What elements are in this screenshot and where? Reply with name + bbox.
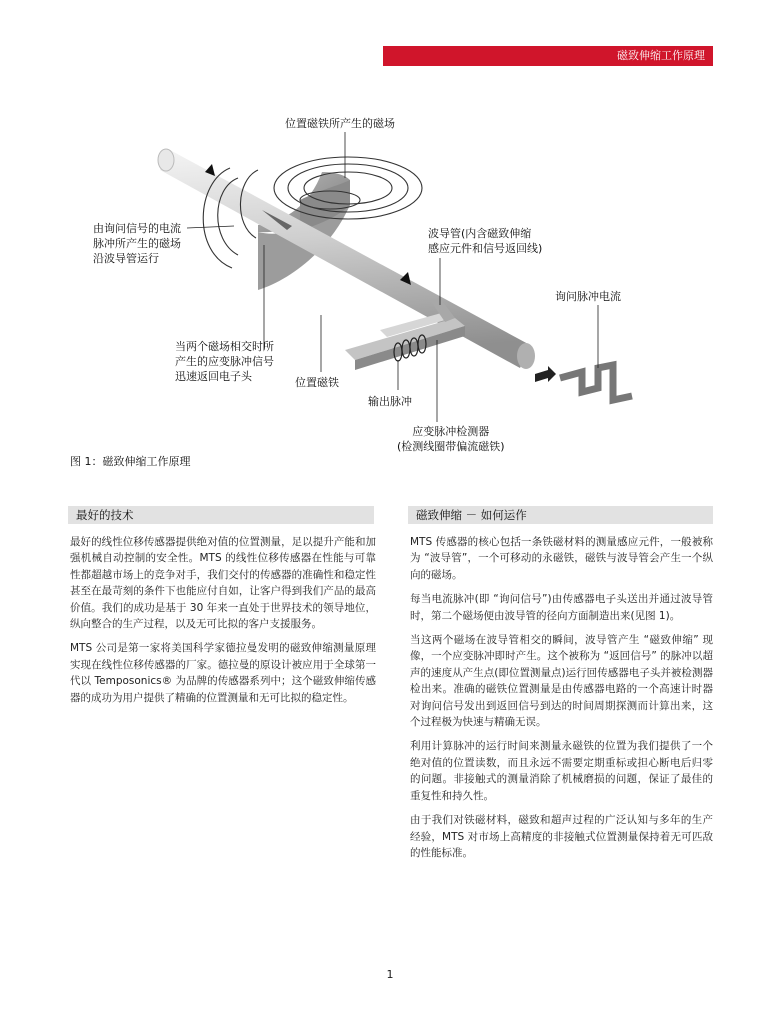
label-interrogation-pulse: 询问脉冲电流 bbox=[555, 290, 621, 303]
strain-detector bbox=[345, 298, 465, 370]
left-column-text bbox=[70, 534, 376, 706]
left-paragraph-1: 最好的线性位移传感器提供绝对值的位置测量，足以提升产能和加强机械自动控制的安全性。MTS 的线性位移传感器在性能与可靠性都超越市场上的竞争对手，我们交付的传感器的准确性和稳定性甚至在最苛刻的条件下也能应付自如，让客户得到我们产品的最高价值。我们的成功是基于 30 年来一直处于世界技术的领导地位，纵向整合的生产过程，以及无可比拟的客户支援服务。 bbox=[70, 536, 376, 631]
pulse-waveform bbox=[535, 365, 632, 400]
label-detector: 应变脉冲检测器 (检测线圈带偏流磁铁) bbox=[397, 425, 505, 453]
label-output-pulse: 输出脉冲 bbox=[368, 395, 412, 408]
label-position-magnet: 位置磁铁 bbox=[295, 376, 339, 389]
page-number: 1 bbox=[386, 968, 394, 981]
left-paragraph-2: MTS 公司是第一家将美国科学家德拉曼发明的磁致伸缩测量原理实现在线性位移传感器的厂家。德拉曼的原设计被应用于全球第一代以 Temposonics® 为品牌的传感器系列中；这个磁致伸缩传感器的成功为用户提供了精确的位置测量和无可比拟的稳定性。 bbox=[70, 642, 376, 704]
label-interrogation-field: 由询问信号的电流 脉冲所产生的磁场 沿波导管运行 bbox=[93, 222, 181, 265]
label-magnet-field: 位置磁铁所产生的磁场 bbox=[285, 117, 395, 130]
figure-caption: 图 1：磁致伸缩工作原理 bbox=[70, 455, 191, 468]
right-paragraph-4: 利用计算脉冲的运行时间来测量永磁铁的位置为我们提供了一个绝对值的位置读数，而且永远不需要定期重标或担心断电后归零的问题。非接触式的测量消除了机械磨损的问题，保证了最佳的重复性和持久性。 bbox=[410, 740, 713, 802]
right-paragraph-5: 由于我们对铁磁材料，磁致和超声过程的广泛认知与多年的生产经验，MTS 对市场上高精度的非接触式位置测量保持着无可匹敌的性能标准。 bbox=[410, 814, 713, 859]
label-waveguide: 波导管(内含磁致伸缩 感应元件和信号返回线) bbox=[428, 227, 543, 255]
section-title-bar: 磁致伸缩工作原理 bbox=[383, 46, 713, 66]
magnetostriction-diagram bbox=[0, 0, 780, 460]
right-section-heading: 磁致伸缩 － 如何运作 bbox=[408, 506, 713, 524]
label-strain-pulse: 当两个磁场相交时所 产生的应变脉冲信号 迅速返回电子头 bbox=[175, 340, 274, 383]
right-paragraph-2: 每当电流脉冲(即 “询问信号”)由传感器电子头送出并通过波导管时，第二个磁场便由波导管的径向方面制造出来(见图 1)。 bbox=[410, 593, 713, 622]
right-column-text bbox=[410, 534, 713, 861]
right-paragraph-3: 当这两个磁场在波导管相交的瞬间，波导管产生 “磁致伸缩” 现像，一个应变脉冲即时产生。这个被称为 “返回信号” 的脉冲以超声的速度从产生点(即位置测量点)运行回传感器电子头并被检测器检出来。准确的磁铁位置测量是由传感器电路的一个高速计时器对询问信号发出到返回信号到达的时间周期探测而计算出来，这个过程极为快速与精确无误。 bbox=[410, 634, 713, 729]
right-paragraph-1: MTS 传感器的核心包括一条铁磁材料的测量感应元件，一般被称为 “波导管”，一个可移动的永磁铁，磁铁与波导管会产生一个纵向的磁场。 bbox=[410, 536, 713, 581]
left-section-heading: 最好的技术 bbox=[68, 506, 374, 524]
